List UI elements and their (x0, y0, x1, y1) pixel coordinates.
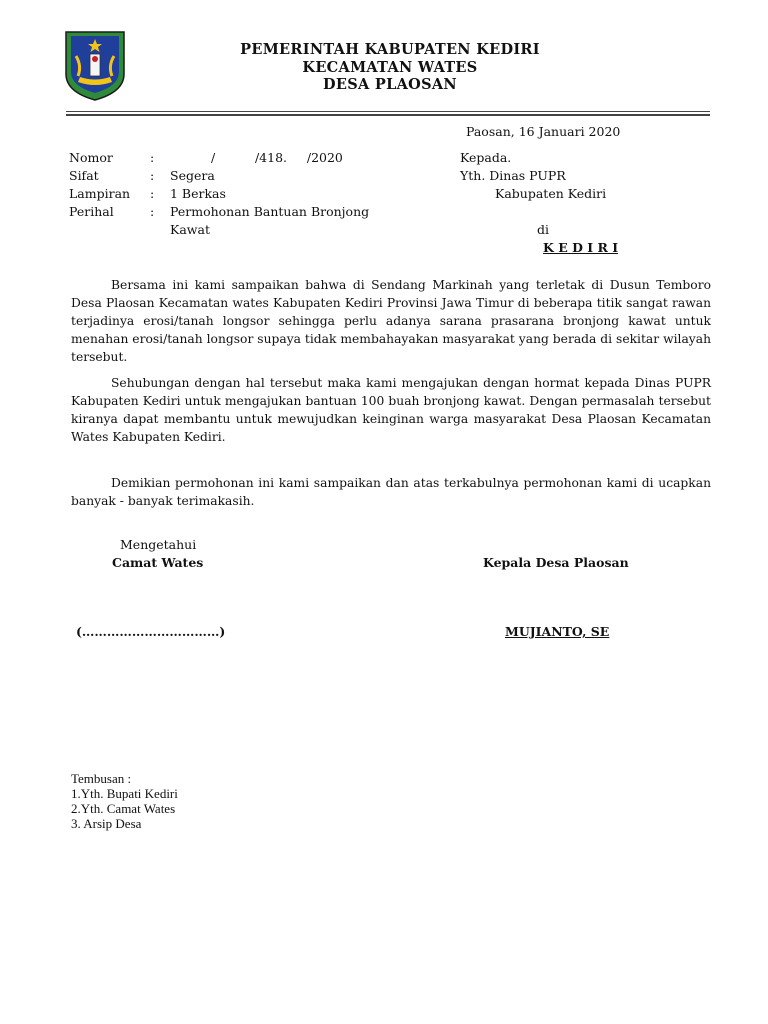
recipient-yth: Yth. Dinas PUPR (460, 168, 566, 183)
body-paragraph-3 (71, 474, 711, 510)
lampiran-label: Lampiran (69, 186, 131, 201)
body-paragraph-1 (71, 276, 711, 366)
place-date: Paosan, 16 Januari 2020 (466, 124, 621, 139)
camat-title: Camat Wates (112, 555, 204, 570)
body-paragraph-2-text: Sehubungan dengan hal tersebut maka kami mengajukan dengan hormat kepada Dinas PUPR Kabupaten Kediri untuk mengajukan bantuan 100 buah bronjong kawat. Dengan permasalah tersebut kiranya dapat membantu untuk mewujudkan keinginan warga masyarakat Desa Plaosan Kecamatan Wates Kabupaten Kediri. (71, 376, 711, 444)
tembusan-label: Tembusan : (71, 771, 132, 786)
tembusan-item: 2.Yth. Camat Wates (71, 801, 176, 816)
tembusan-item: 3. Arsip Desa (71, 816, 142, 831)
recipient-kepada: Kepada. (460, 150, 512, 165)
perihal-label: Perihal (69, 204, 114, 219)
recipient-city: K E D I R I (543, 240, 619, 255)
nomor-colon: : (150, 150, 155, 165)
kades-title: Kepala Desa Plaosan (483, 555, 629, 570)
sifat-value: Segera (170, 168, 215, 183)
kop-line-3: DESA PLAOSAN (323, 76, 457, 93)
kediri-coat-of-arms-logo (64, 30, 126, 102)
kop-line-1: PEMERINTAH KABUPATEN KEDIRI (240, 41, 540, 58)
tembusan-item: 1.Yth. Bupati Kediri (71, 786, 178, 801)
body-paragraph-1-text: Bersama ini kami sampaikan bahwa di Sendang Markinah yang terletak di Dusun Temboro Desa Plaosan Kecamatan wates Kabupaten Kediri Provinsi Jawa Timur di beberapa titik sangat rawan terjadinya erosi/tanah longsor sehingga perlu adanya sarana prasarana bronjong kawat untuk menahan erosi/tanah longsor supaya tidak membahayakan masyarakat yang berada di sekitar wilayah tersebut. (71, 278, 711, 364)
body-paragraph-3-text: Demikian permohonan ini kami sampaikan dan atas terkabulnya permohonan kami di ucapkan banyak - banyak terimakasih. (71, 476, 711, 508)
lampiran-colon: : (150, 186, 155, 201)
perihal-value-line-2: Kawat (170, 222, 210, 237)
sifat-colon: : (150, 168, 155, 183)
mengetahui-label: Mengetahui (120, 537, 197, 552)
kades-name: MUJIANTO, SE (505, 624, 610, 639)
letterhead-divider-thick (66, 114, 710, 116)
body-paragraph-2 (71, 374, 711, 446)
lampiran-value: 1 Berkas (170, 186, 226, 201)
sifat-label: Sifat (69, 168, 99, 183)
kop-line-2: KECAMATAN WATES (302, 59, 478, 76)
letterhead-divider (66, 111, 710, 112)
camat-name-placeholder: (……………………………) (76, 624, 226, 639)
perihal-colon: : (150, 204, 155, 219)
nomor-label: Nomor (69, 150, 113, 165)
recipient-kabupaten: Kabupaten Kediri (495, 186, 607, 201)
perihal-value-line-1: Permohonan Bantuan Bronjong (170, 204, 370, 219)
recipient-di: di (537, 222, 549, 237)
nomor-value: / /418. /2020 (211, 150, 343, 165)
